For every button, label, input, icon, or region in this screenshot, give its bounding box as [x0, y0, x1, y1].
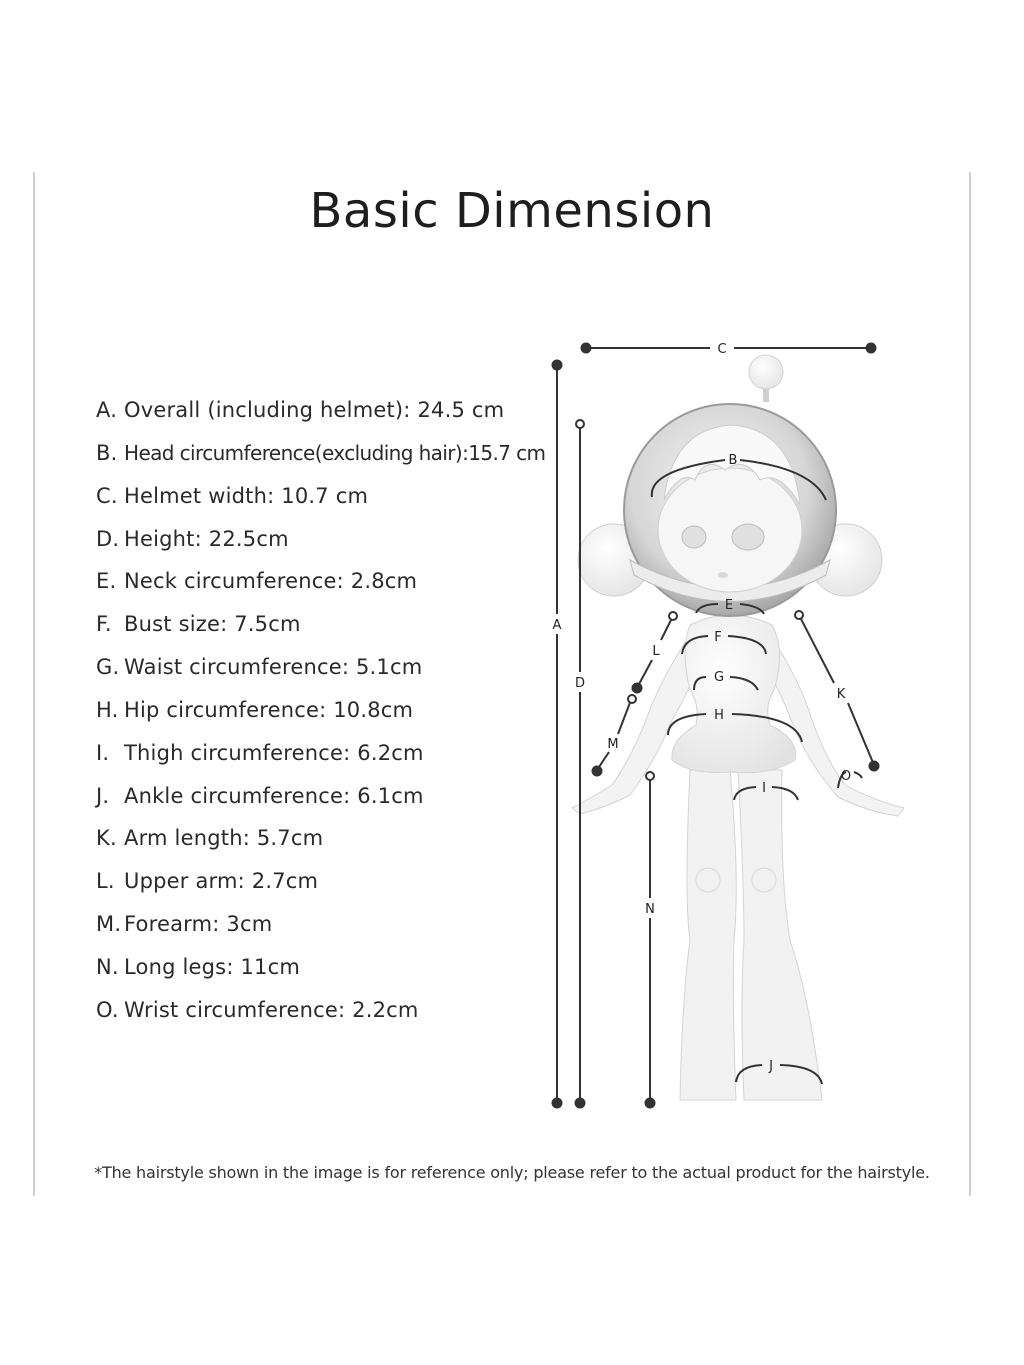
torso [672, 615, 796, 773]
label-a: A [552, 618, 562, 633]
item-key: E. [96, 569, 117, 594]
item-text: Arm length: 5.7cm [124, 826, 324, 851]
dim-m-end-bottom [593, 767, 602, 776]
item-text: Wrist circumference: 2.2cm [124, 997, 419, 1022]
label-i: I [762, 781, 766, 796]
dim-m-line-top [618, 700, 631, 734]
item-text: Height: 22.5cm [124, 526, 289, 551]
label-o: O [840, 769, 852, 784]
item-key: G. [96, 655, 120, 680]
label-f: F [714, 630, 722, 645]
label-e: E [724, 598, 734, 613]
dim-k-line-top [800, 617, 834, 683]
dim-k-end-top [795, 611, 803, 619]
dim-k-line-bottom [848, 703, 874, 765]
item-text: Neck circumference: 2.8cm [124, 569, 418, 594]
label-h: H [714, 708, 724, 723]
item-key: J. [96, 783, 110, 808]
dim-c-end-right [867, 344, 876, 353]
item-text: Thigh circumference: 6.2cm [124, 740, 424, 765]
label-d: D [574, 676, 586, 691]
dim-c-end-left [582, 344, 591, 353]
item-text: Hip circumference: 10.8cm [124, 697, 414, 722]
label-c: C [717, 342, 727, 357]
item-text: Waist circumference: 5.1cm [124, 655, 423, 680]
item-key: A. [96, 398, 118, 422]
doll-mouth [718, 572, 728, 578]
footnote: *The hairstyle shown in the image is for reference only; please refer to the actual product for the hairstyle. [94, 1163, 930, 1182]
item-key: H. [96, 697, 119, 722]
arm-left [572, 635, 700, 814]
antenna-ball [749, 355, 783, 389]
leg-right [738, 770, 822, 1100]
label-l: L [652, 644, 660, 659]
label-b: B [728, 453, 738, 468]
dim-a-end-top [553, 361, 562, 370]
item-text: Forearm: 3cm [124, 912, 273, 937]
dim-a-end-bottom [553, 1099, 562, 1108]
item-text: Overall (including helmet): 24.5 cm [124, 398, 505, 422]
item-key: I. [96, 740, 110, 765]
item-key: C. [96, 483, 118, 508]
item-key: B. [96, 440, 118, 465]
item-key: D. [96, 526, 120, 551]
dim-l-line-top [661, 618, 672, 640]
doll-eye-right [732, 524, 764, 550]
label-g: G [713, 670, 725, 685]
item-text: Head circumference(excluding hair):15.7 cm [124, 440, 546, 465]
label-n: N [645, 902, 655, 917]
item-key: O. [96, 997, 119, 1022]
dim-k-end-bottom [870, 762, 879, 771]
item-key: M. [96, 912, 122, 937]
item-key: L. [96, 869, 115, 894]
doll-eye-left [682, 526, 706, 548]
item-text: Helmet width: 10.7 cm [124, 483, 369, 508]
page-title: Basic Dimension [309, 183, 715, 239]
dim-l-end-bottom [633, 684, 642, 693]
item-text: Upper arm: 2.7cm [124, 869, 319, 894]
leg-left [680, 770, 736, 1100]
label-k: K [836, 687, 846, 702]
dim-d-end-bottom [576, 1099, 585, 1108]
doll-face [658, 468, 802, 592]
doll-illustration [572, 355, 904, 1100]
item-text: Ankle circumference: 6.1cm [124, 783, 424, 808]
item-key: K. [96, 826, 117, 851]
dim-l-line-bottom [638, 660, 652, 686]
item-key: N. [96, 954, 119, 979]
dim-n-end-bottom [646, 1099, 655, 1108]
item-text: Bust size: 7.5cm [124, 612, 301, 637]
dim-l-end-top [669, 612, 677, 620]
label-m: M [607, 737, 619, 752]
label-j: J [769, 1059, 773, 1074]
dim-n-end-top [646, 772, 654, 780]
dim-m-end-top [628, 695, 636, 703]
item-text: Long legs: 11cm [124, 954, 300, 979]
item-key: F. [96, 612, 112, 637]
dim-d-end-top [576, 420, 584, 428]
